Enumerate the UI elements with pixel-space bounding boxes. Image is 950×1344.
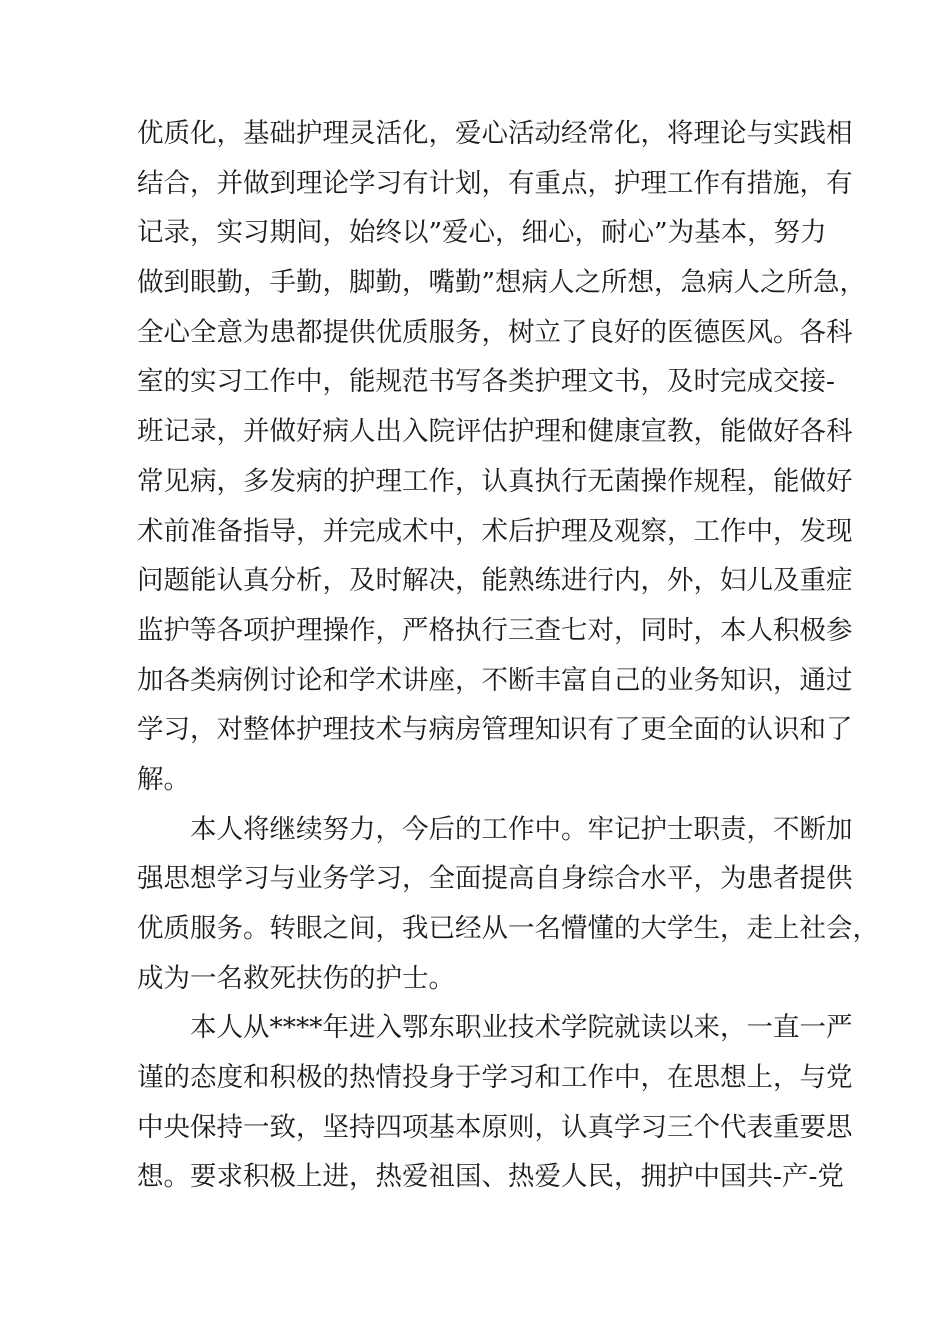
document-body (137, 109, 879, 1202)
text-line: 中央保持一致，坚持四项基本原则，认真学习三个代表重要思 (137, 1111, 853, 1143)
text-line: 室的实习工作中，能规范书写各类护理文书，及时完成交接- (137, 366, 835, 398)
text-line: 谨的态度和积极的热情投身于学习和工作中，在思想上，与党 (137, 1062, 853, 1094)
text-line: 监护等各项护理操作，严格执行三查七对，同时，本人积极参 (137, 614, 853, 646)
text-line: 本人将继续努力，今后的工作中。牢记护士职责，不断加 (190, 813, 853, 845)
text-line: 班记录，并做好病人出入院评估护理和健康宣教，能做好各科 (137, 416, 853, 448)
text-line: 全心全意为患都提供优质服务，树立了良好的医德医风。各科 (137, 316, 853, 348)
text-line: 强思想学习与业务学习，全面提高自身综合水平，为患者提供 (137, 863, 853, 895)
paragraph-3 (137, 1003, 853, 1202)
text-line: 学习，对整体护理技术与病房管理知识有了更全面的认识和了 (137, 714, 853, 746)
text-line: 本人从****年进入鄂东职业技术学院就读以来，一直一严 (190, 1012, 853, 1044)
text-line: 解。 (137, 763, 190, 795)
text-line: 优质化，基础护理灵活化，爱心活动经常化，将理论与实践相 (137, 118, 853, 149)
text-line: 结合，并做到理论学习有计划，有重点，护理工作有措施，有 (137, 167, 853, 199)
text-line: 问题能认真分析，及时解决，能熟练进行内，外，妇儿及重症 (137, 565, 853, 597)
paragraph-2 (137, 805, 879, 1004)
text-line: 常见病，多发病的护理工作，认真执行无菌操作规程，能做好 (137, 465, 853, 497)
text-line: 术前准备指导，并完成术中，术后护理及观察，工作中，发现 (137, 515, 853, 547)
text-line: 记录，实习期间，始终以”爱心，细心，耐心”为基本，努力 (137, 217, 827, 249)
paragraph-1 (137, 109, 867, 805)
text-line: 成为一名救死扶伤的护士。 (137, 962, 455, 994)
text-line: 想。要求积极上进，热爱祖国、热爱人民，拥护中国共-产-党 (137, 1161, 844, 1193)
text-line: 做到眼勤，手勤，脚勤，嘴勤”想病人之所想，急病人之所急， (137, 267, 867, 299)
text-line: 优质服务。转眼之间，我已经从一名懵懂的大学生，走上社会， (137, 913, 879, 944)
text-line: 加各类病例讨论和学术讲座，不断丰富自己的业务知识，通过 (137, 664, 853, 696)
